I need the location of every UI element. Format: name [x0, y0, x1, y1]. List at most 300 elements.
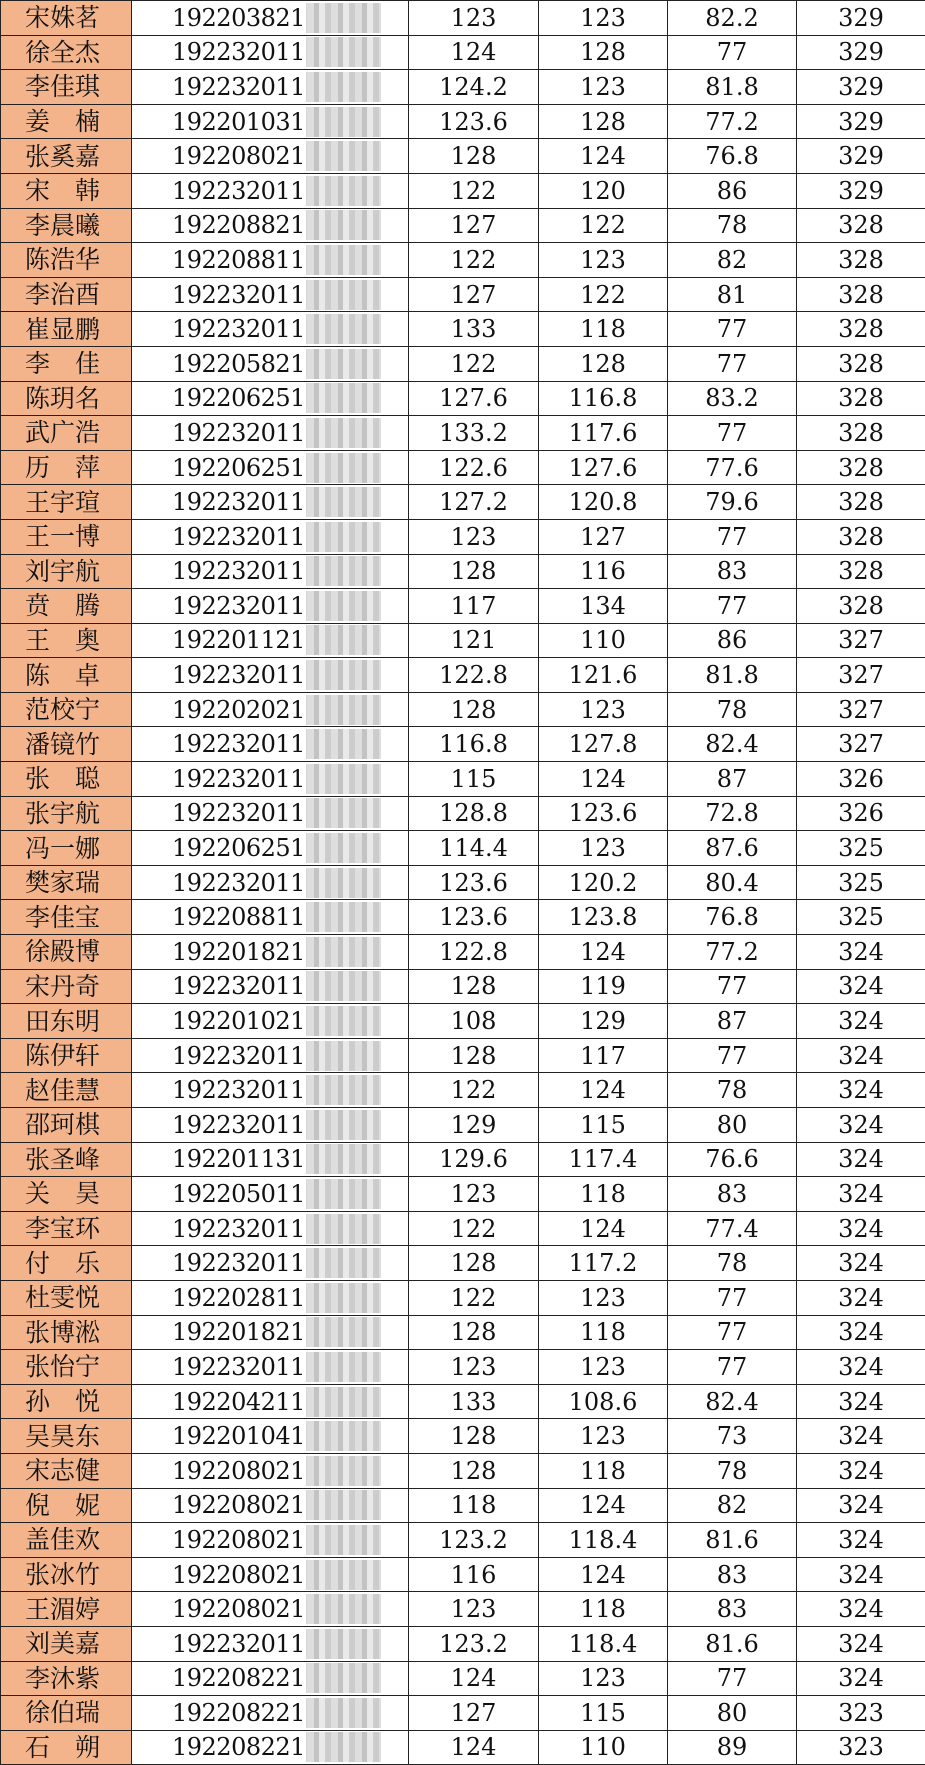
student-name-cell: 贲 腾	[1, 589, 132, 624]
table-row	[1, 1211, 925, 1246]
subject-score-cell: 78	[668, 208, 797, 243]
subject-score-cell: 114.4	[409, 831, 539, 866]
redacted-digits-mosaic	[306, 1456, 381, 1486]
exam-id-cell	[132, 450, 409, 485]
exam-id-cell	[132, 1419, 409, 1454]
subject-score-cell: 124	[409, 1661, 539, 1696]
redacted-digits-mosaic	[306, 729, 381, 759]
total-score-cell: 326	[797, 762, 925, 797]
exam-id-visible-digits: 192232011	[172, 974, 305, 998]
redacted-digits-mosaic	[306, 937, 381, 967]
student-name-cell: 历 萍	[1, 450, 132, 485]
exam-id-cell	[132, 935, 409, 970]
subject-score-cell: 133	[409, 312, 539, 347]
total-score-cell: 327	[797, 727, 925, 762]
table-row	[1, 1384, 925, 1419]
subject-score-cell: 127	[409, 208, 539, 243]
subject-score-cell: 77	[668, 1038, 797, 1073]
redacted-digits-mosaic	[306, 280, 381, 310]
redacted-digits-mosaic	[306, 695, 381, 725]
subject-score-cell: 108.6	[539, 1384, 668, 1419]
subject-score-cell: 124	[539, 139, 668, 174]
student-name-cell: 刘宇航	[1, 554, 132, 589]
student-name-cell: 关 昊	[1, 1177, 132, 1212]
subject-score-cell: 128	[409, 554, 539, 589]
subject-score-cell: 123.2	[409, 1626, 539, 1661]
table-row	[1, 450, 925, 485]
subject-score-cell: 127.8	[539, 727, 668, 762]
total-score-cell: 326	[797, 796, 925, 831]
redacted-digits-mosaic	[306, 1179, 381, 1209]
table-row	[1, 658, 925, 693]
table-row	[1, 589, 925, 624]
redacted-digits-mosaic	[306, 1732, 381, 1762]
exam-id-cell	[132, 1073, 409, 1108]
table-row	[1, 485, 925, 520]
subject-score-cell: 124	[409, 1730, 539, 1765]
exam-id-visible-digits: 192208811	[172, 905, 305, 929]
subject-score-cell: 121.6	[539, 658, 668, 693]
exam-id-visible-digits: 192208811	[172, 248, 305, 272]
subject-score-cell: 77	[668, 969, 797, 1004]
student-name-cell: 赵佳慧	[1, 1073, 132, 1108]
exam-id-visible-digits: 192204211	[172, 1390, 305, 1414]
table-row	[1, 1177, 925, 1212]
subject-score-cell: 87.6	[668, 831, 797, 866]
exam-id-cell	[132, 1142, 409, 1177]
subject-score-cell: 128	[409, 1038, 539, 1073]
subject-score-cell: 127	[409, 1696, 539, 1731]
student-name-cell: 李 佳	[1, 346, 132, 381]
subject-score-cell: 122	[539, 277, 668, 312]
redacted-digits-mosaic	[306, 1075, 381, 1105]
redacted-digits-mosaic	[306, 176, 381, 206]
exam-id-cell	[132, 692, 409, 727]
subject-score-cell: 117.2	[539, 1246, 668, 1281]
subject-score-cell: 76.6	[668, 1142, 797, 1177]
exam-id-visible-digits: 192208021	[172, 1563, 305, 1587]
exam-id-visible-digits: 192206251	[172, 386, 305, 410]
subject-score-cell: 128	[409, 1453, 539, 1488]
subject-score-cell: 77.4	[668, 1211, 797, 1246]
redacted-digits-mosaic	[306, 245, 381, 275]
total-score-cell: 329	[797, 104, 925, 139]
student-name-cell: 杜雯悦	[1, 1280, 132, 1315]
exam-id-cell	[132, 346, 409, 381]
table-row	[1, 1523, 925, 1558]
subject-score-cell: 128	[539, 35, 668, 70]
exam-id-cell	[132, 1177, 409, 1212]
subject-score-cell: 123	[409, 1350, 539, 1385]
exam-id-visible-digits: 192232011	[172, 317, 305, 341]
table-row	[1, 70, 925, 105]
student-name-cell: 潘镜竹	[1, 727, 132, 762]
subject-score-cell: 77	[668, 1315, 797, 1350]
exam-id-visible-digits: 192201041	[172, 1424, 305, 1448]
subject-score-cell: 82	[668, 1488, 797, 1523]
table-row	[1, 312, 925, 347]
student-name-cell: 李佳琪	[1, 70, 132, 105]
subject-score-cell: 78	[668, 692, 797, 727]
exam-id-cell	[132, 173, 409, 208]
subject-score-cell: 127.6	[409, 381, 539, 416]
table-row	[1, 935, 925, 970]
student-name-cell: 李佳宝	[1, 900, 132, 935]
subject-score-cell: 123	[409, 1177, 539, 1212]
subject-score-cell: 133.2	[409, 416, 539, 451]
subject-score-cell: 78	[668, 1246, 797, 1281]
total-score-cell: 324	[797, 1073, 925, 1108]
subject-score-cell: 124	[539, 762, 668, 797]
student-name-cell: 张圣峰	[1, 1142, 132, 1177]
exam-id-visible-digits: 192208221	[172, 1701, 305, 1725]
exam-id-visible-digits: 192208021	[172, 1597, 305, 1621]
subject-score-cell: 118	[409, 1488, 539, 1523]
table-row	[1, 381, 925, 416]
total-score-cell: 324	[797, 1661, 925, 1696]
redacted-digits-mosaic	[306, 487, 381, 517]
subject-score-cell: 77	[668, 519, 797, 554]
total-score-cell: 324	[797, 1280, 925, 1315]
subject-score-cell: 82.4	[668, 727, 797, 762]
redacted-digits-mosaic	[306, 141, 381, 171]
table-body	[1, 1, 925, 1765]
exam-id-visible-digits: 192208221	[172, 1735, 305, 1759]
total-score-cell: 323	[797, 1730, 925, 1765]
student-name-cell: 张宇航	[1, 796, 132, 831]
subject-score-cell: 89	[668, 1730, 797, 1765]
subject-score-cell: 123	[539, 1, 668, 36]
redacted-digits-mosaic	[306, 1110, 381, 1140]
total-score-cell: 324	[797, 1453, 925, 1488]
total-score-cell: 328	[797, 346, 925, 381]
subject-score-cell: 78	[668, 1073, 797, 1108]
student-name-cell: 崔显鹏	[1, 312, 132, 347]
table-row	[1, 1004, 925, 1039]
student-name-cell: 冯一娜	[1, 831, 132, 866]
table-row	[1, 277, 925, 312]
subject-score-cell: 120.8	[539, 485, 668, 520]
total-score-cell: 324	[797, 1004, 925, 1039]
subject-score-cell: 86	[668, 173, 797, 208]
subject-score-cell: 117.4	[539, 1142, 668, 1177]
exam-id-visible-digits: 192232011	[172, 559, 305, 583]
exam-id-visible-digits: 192232011	[172, 283, 305, 307]
total-score-cell: 328	[797, 450, 925, 485]
redacted-digits-mosaic	[306, 210, 381, 240]
exam-id-cell	[132, 969, 409, 1004]
table-row	[1, 208, 925, 243]
redacted-digits-mosaic	[306, 107, 381, 137]
student-name-cell: 李晨曦	[1, 208, 132, 243]
redacted-digits-mosaic	[306, 1248, 381, 1278]
redacted-digits-mosaic	[306, 971, 381, 1001]
subject-score-cell: 123.6	[409, 900, 539, 935]
table-row	[1, 1592, 925, 1627]
total-score-cell: 328	[797, 519, 925, 554]
subject-score-cell: 127.6	[539, 450, 668, 485]
total-score-cell: 328	[797, 243, 925, 278]
subject-score-cell: 128	[409, 1419, 539, 1454]
redacted-digits-mosaic	[306, 591, 381, 621]
table-row	[1, 173, 925, 208]
redacted-digits-mosaic	[306, 314, 381, 344]
student-name-cell: 盖佳欢	[1, 1523, 132, 1558]
exam-id-visible-digits: 192232011	[172, 490, 305, 514]
total-score-cell: 325	[797, 831, 925, 866]
redacted-digits-mosaic	[306, 833, 381, 863]
total-score-cell: 328	[797, 277, 925, 312]
redacted-digits-mosaic	[306, 37, 381, 67]
student-name-cell: 宋志健	[1, 1453, 132, 1488]
redacted-digits-mosaic	[306, 1214, 381, 1244]
exam-id-cell	[132, 519, 409, 554]
exam-id-cell	[132, 1004, 409, 1039]
redacted-digits-mosaic	[306, 764, 381, 794]
subject-score-cell: 118	[539, 1453, 668, 1488]
subject-score-cell: 123.2	[409, 1523, 539, 1558]
exam-id-cell	[132, 243, 409, 278]
exam-id-visible-digits: 192232011	[172, 1217, 305, 1241]
exam-id-cell	[132, 831, 409, 866]
subject-score-cell: 108	[409, 1004, 539, 1039]
total-score-cell: 329	[797, 70, 925, 105]
total-score-cell: 327	[797, 692, 925, 727]
exam-id-visible-digits: 192232011	[172, 525, 305, 549]
table-row	[1, 1661, 925, 1696]
exam-id-visible-digits: 192201021	[172, 1009, 305, 1033]
table-row	[1, 1453, 925, 1488]
subject-score-cell: 122	[409, 1280, 539, 1315]
subject-score-cell: 122.8	[409, 658, 539, 693]
student-name-cell: 田东明	[1, 1004, 132, 1039]
subject-score-cell: 116	[539, 554, 668, 589]
exam-id-visible-digits: 192201821	[172, 940, 305, 964]
redacted-digits-mosaic	[306, 1629, 381, 1659]
exam-id-visible-digits: 192208821	[172, 213, 305, 237]
exam-id-cell	[132, 139, 409, 174]
exam-id-cell	[132, 485, 409, 520]
subject-score-cell: 128	[539, 346, 668, 381]
total-score-cell: 328	[797, 485, 925, 520]
redacted-digits-mosaic	[306, 902, 381, 932]
exam-id-cell	[132, 589, 409, 624]
subject-score-cell: 123.6	[539, 796, 668, 831]
exam-id-cell	[132, 1384, 409, 1419]
redacted-digits-mosaic	[306, 3, 381, 33]
total-score-cell: 324	[797, 1557, 925, 1592]
exam-id-visible-digits: 192201031	[172, 110, 305, 134]
student-name-cell: 徐殿博	[1, 935, 132, 970]
table-row	[1, 554, 925, 589]
subject-score-cell: 129.6	[409, 1142, 539, 1177]
subject-score-cell: 77	[668, 346, 797, 381]
subject-score-cell: 124	[539, 1557, 668, 1592]
subject-score-cell: 123	[409, 519, 539, 554]
subject-score-cell: 77	[668, 589, 797, 624]
subject-score-cell: 124.2	[409, 70, 539, 105]
redacted-digits-mosaic	[306, 556, 381, 586]
table-row	[1, 1696, 925, 1731]
redacted-digits-mosaic	[306, 1283, 381, 1313]
subject-score-cell: 77	[668, 312, 797, 347]
subject-score-cell: 73	[668, 1419, 797, 1454]
subject-score-cell: 124	[539, 1488, 668, 1523]
subject-score-cell: 118	[539, 1177, 668, 1212]
subject-score-cell: 123.6	[409, 865, 539, 900]
subject-score-cell: 118	[539, 1592, 668, 1627]
student-name-cell: 石 朔	[1, 1730, 132, 1765]
redacted-digits-mosaic	[306, 453, 381, 483]
exam-id-cell	[132, 104, 409, 139]
exam-id-visible-digits: 192232011	[172, 871, 305, 895]
student-name-cell: 姜 楠	[1, 104, 132, 139]
exam-id-visible-digits: 192232011	[172, 801, 305, 825]
student-name-cell: 王 奥	[1, 623, 132, 658]
exam-id-visible-digits: 192232011	[172, 663, 305, 687]
total-score-cell: 328	[797, 312, 925, 347]
total-score-cell: 324	[797, 1523, 925, 1558]
total-score-cell: 324	[797, 1419, 925, 1454]
subject-score-cell: 80.4	[668, 865, 797, 900]
exam-id-cell	[132, 658, 409, 693]
redacted-digits-mosaic	[306, 349, 381, 379]
subject-score-cell: 129	[539, 1004, 668, 1039]
student-name-cell: 张奚嘉	[1, 139, 132, 174]
total-score-cell: 329	[797, 1, 925, 36]
table-row	[1, 1315, 925, 1350]
table-row	[1, 969, 925, 1004]
exam-id-visible-digits: 192232011	[172, 594, 305, 618]
student-name-cell: 付 乐	[1, 1246, 132, 1281]
exam-id-cell	[132, 1038, 409, 1073]
subject-score-cell: 81.8	[668, 658, 797, 693]
subject-score-cell: 122	[409, 1073, 539, 1108]
subject-score-cell: 81.8	[668, 70, 797, 105]
table-row	[1, 1038, 925, 1073]
table-row	[1, 900, 925, 935]
subject-score-cell: 128	[409, 139, 539, 174]
subject-score-cell: 123.8	[539, 900, 668, 935]
table-row	[1, 865, 925, 900]
table-row	[1, 1, 925, 36]
exam-id-cell	[132, 1557, 409, 1592]
subject-score-cell: 77	[668, 1661, 797, 1696]
subject-score-cell: 123	[539, 1350, 668, 1385]
redacted-digits-mosaic	[306, 418, 381, 448]
subject-score-cell: 83	[668, 554, 797, 589]
subject-score-cell: 122	[409, 1211, 539, 1246]
subject-score-cell: 115	[539, 1696, 668, 1731]
table-row	[1, 1557, 925, 1592]
table-row	[1, 1488, 925, 1523]
subject-score-cell: 127.2	[409, 485, 539, 520]
redacted-digits-mosaic	[306, 625, 381, 655]
redacted-digits-mosaic	[306, 1698, 381, 1728]
subject-score-cell: 122	[539, 208, 668, 243]
exam-id-cell	[132, 277, 409, 312]
exam-id-cell	[132, 1592, 409, 1627]
redacted-digits-mosaic	[306, 1490, 381, 1520]
subject-score-cell: 127	[539, 519, 668, 554]
table-row	[1, 796, 925, 831]
subject-score-cell: 82.4	[668, 1384, 797, 1419]
exam-id-visible-digits: 192206251	[172, 836, 305, 860]
exam-id-visible-digits: 192202811	[172, 1286, 305, 1310]
subject-score-cell: 116.8	[409, 727, 539, 762]
subject-score-cell: 78	[668, 1453, 797, 1488]
subject-score-cell: 117	[409, 589, 539, 624]
subject-score-cell: 79.6	[668, 485, 797, 520]
subject-score-cell: 127	[409, 277, 539, 312]
redacted-digits-mosaic	[306, 383, 381, 413]
table-row	[1, 243, 925, 278]
subject-score-cell: 120.2	[539, 865, 668, 900]
subject-score-cell: 122	[409, 243, 539, 278]
subject-score-cell: 123	[539, 831, 668, 866]
subject-score-cell: 118	[539, 312, 668, 347]
subject-score-cell: 110	[539, 1730, 668, 1765]
exam-id-cell	[132, 554, 409, 589]
subject-score-cell: 124	[409, 35, 539, 70]
subject-score-cell: 123	[409, 1, 539, 36]
subject-score-cell: 81	[668, 277, 797, 312]
exam-id-cell	[132, 1453, 409, 1488]
subject-score-cell: 81.6	[668, 1626, 797, 1661]
student-name-cell: 李宝环	[1, 1211, 132, 1246]
table-row	[1, 416, 925, 451]
student-name-cell: 张怡宁	[1, 1350, 132, 1385]
table-row	[1, 346, 925, 381]
subject-score-cell: 87	[668, 1004, 797, 1039]
redacted-digits-mosaic	[306, 1006, 381, 1036]
exam-id-visible-digits: 192208221	[172, 1666, 305, 1690]
subject-score-cell: 72.8	[668, 796, 797, 831]
exam-id-visible-digits: 192232011	[172, 1355, 305, 1379]
total-score-cell: 324	[797, 1488, 925, 1523]
student-name-cell: 徐全杰	[1, 35, 132, 70]
exam-id-cell	[132, 1661, 409, 1696]
subject-score-cell: 123	[539, 1280, 668, 1315]
student-name-cell: 吴昊东	[1, 1419, 132, 1454]
subject-score-cell: 123	[539, 692, 668, 727]
total-score-cell: 323	[797, 1696, 925, 1731]
subject-score-cell: 133	[409, 1384, 539, 1419]
total-score-cell: 329	[797, 35, 925, 70]
exam-id-visible-digits: 192201121	[172, 628, 305, 652]
redacted-digits-mosaic	[306, 1594, 381, 1624]
subject-score-cell: 117	[539, 1038, 668, 1073]
exam-id-cell	[132, 727, 409, 762]
exam-id-cell	[132, 1246, 409, 1281]
student-name-cell: 陈玥名	[1, 381, 132, 416]
student-name-cell: 王湄婷	[1, 1592, 132, 1627]
exam-id-cell	[132, 1730, 409, 1765]
subject-score-cell: 83	[668, 1557, 797, 1592]
total-score-cell: 328	[797, 208, 925, 243]
redacted-digits-mosaic	[306, 868, 381, 898]
table-row	[1, 1246, 925, 1281]
total-score-cell: 324	[797, 1211, 925, 1246]
exam-id-visible-digits: 192206251	[172, 456, 305, 480]
student-name-cell: 徐伯瑞	[1, 1696, 132, 1731]
total-score-cell: 324	[797, 1350, 925, 1385]
subject-score-cell: 128	[409, 1315, 539, 1350]
exam-id-visible-digits: 192232011	[172, 1044, 305, 1068]
subject-score-cell: 77	[668, 416, 797, 451]
total-score-cell: 324	[797, 1038, 925, 1073]
subject-score-cell: 128	[409, 969, 539, 1004]
